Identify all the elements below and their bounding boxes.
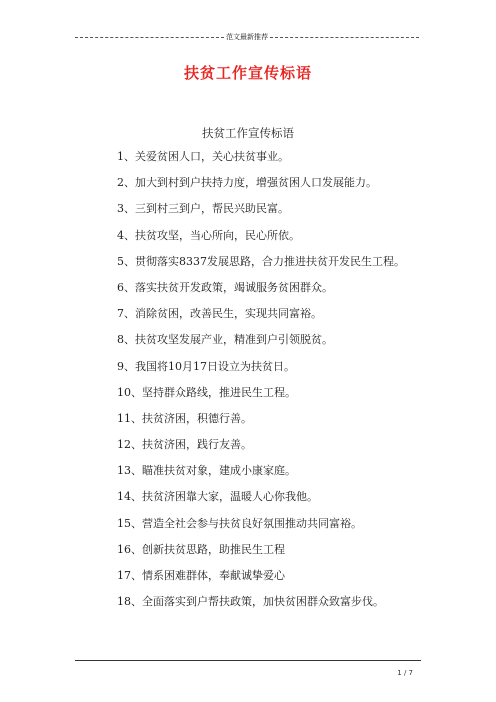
list-item: 16、创新扶贫思路，助推民生工程 [117, 542, 285, 556]
footer-rule [75, 660, 421, 661]
list-item: 13、瞄准扶贫对象，建成小康家庭。 [117, 464, 296, 478]
list-item: 15、营造全社会参与扶贫良好氛围推动共同富裕。 [117, 516, 362, 530]
list-item: 17、情系困难群体，奉献诚挚爱心 [117, 569, 285, 582]
document-subtitle: 扶贫工作宣传标语 [202, 126, 294, 140]
document-title: 扶贫工作宣传标语 [183, 64, 312, 82]
list-item: 12、扶贫济困，践行友善。 [117, 438, 252, 452]
list-item: 10、坚持群众路线，推进民生工程。 [117, 385, 296, 399]
header-dashed-rule-left [75, 37, 224, 38]
list-item: 11、扶贫济困，积德行善。 [117, 411, 252, 425]
header-dashed-rule-right [270, 37, 419, 38]
list-item: 8、扶贫攻坚发展产业，精准到户引领脱贫。 [117, 333, 333, 347]
page-header [75, 33, 419, 41]
list-item: 6、落实扶贫开发政策，竭诚服务贫困群众。 [117, 280, 333, 294]
list-item: 18、全面落实到户帮扶政策，加快贫困群众致富步伐。 [117, 595, 384, 609]
list-item: 4、扶贫攻坚，当心所向，民心所依。 [117, 228, 300, 242]
list-item: 9、我国将10月17日设立为扶贫日。 [117, 359, 295, 373]
list-item: 2、加大到村到户扶持力度，增强贫困人口发展能力。 [117, 176, 377, 190]
header-label: 范文最新推荐 [226, 33, 268, 41]
list-item: 1、关爱贫困人口，关心扶贫事业。 [117, 150, 289, 163]
list-item: 5、贯彻落实8337发展思路，合力推进扶贫开发民生工程。 [117, 254, 405, 268]
list-item: 3、三到村三到户，帮民兴助民富。 [117, 202, 289, 216]
list-item: 14、扶贫济困靠大家，温暖人心你我他。 [117, 490, 318, 504]
list-item: 7、消除贫困，改善民生，实现共同富裕。 [117, 307, 322, 321]
page-number: 1 / 7 [397, 669, 413, 677]
slogan-list [117, 149, 477, 620]
